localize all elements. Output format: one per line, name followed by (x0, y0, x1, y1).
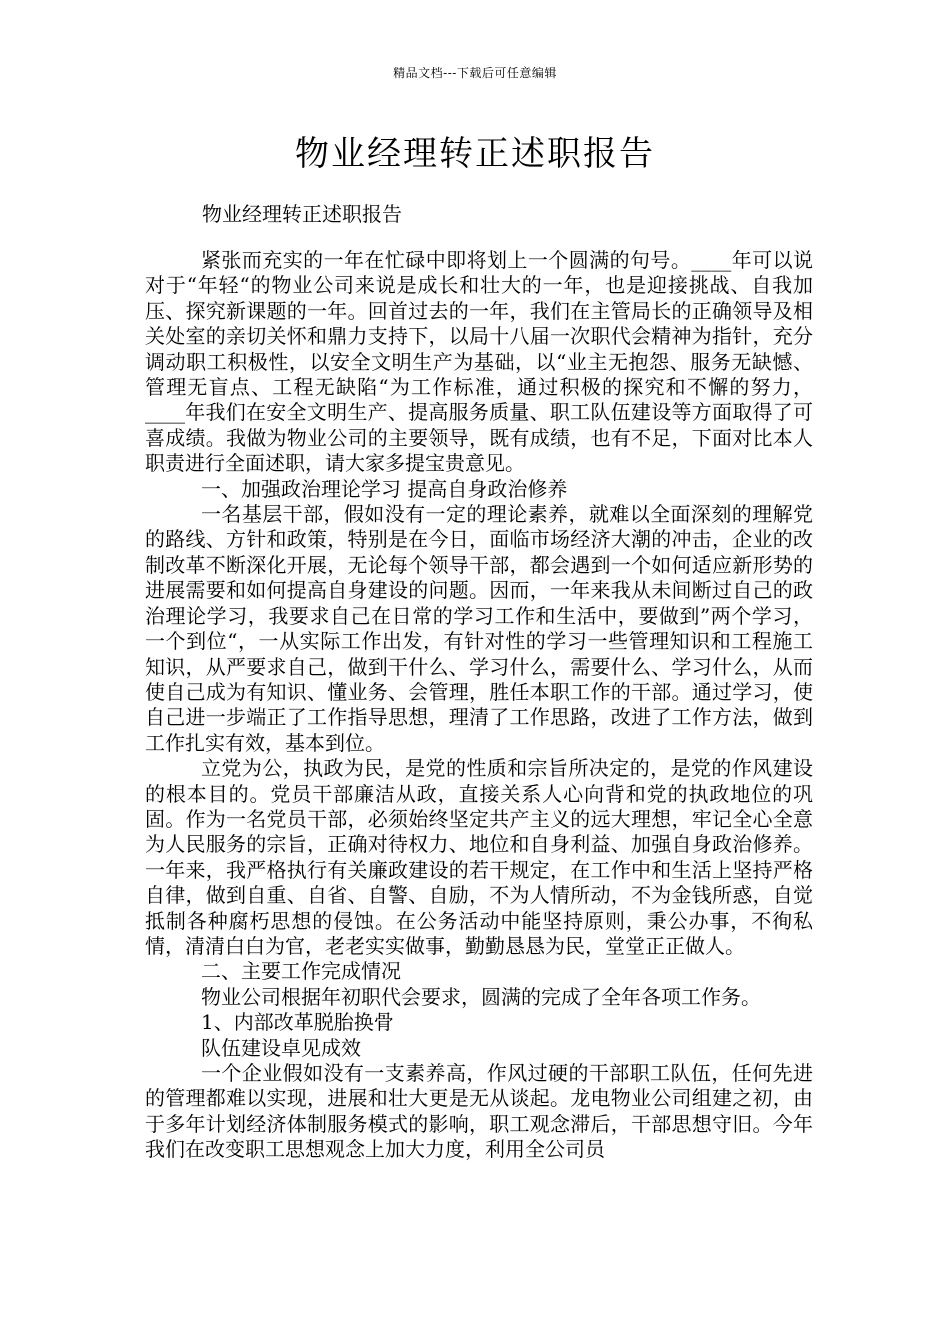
document-subtitle: 物业经理转正述职报告 (202, 202, 402, 226)
section-heading-2: 二、主要工作完成情况 (201, 959, 401, 984)
paragraph-integrity: 立党为公，执政为民，是党的性质和宗旨所决定的，是党的作风建设的根本目的。党员干部廉洁从政，直接关系人心向背和党的执政地位的巩固。作为一名党员干部，必须始终坚定共产主义的远大理想，牢记全心全意为人民服务的宗旨，正确对待权力、地位和自身利益、加强自身政治修养。一年来，我严格执行有关廉政建设的若干规定，在工作中和生活上坚持严格自律，做到自重、自省、自警、自励，不为人情所动，不为金钱所惑，自觉抵制各种腐朽思想的侵蚀。在公务活动中能坚持原则，秉公办事，不徇私情，清清白白为官，老老实实做事，勤勤恳恳为民，堂堂正正做人。 (145, 756, 813, 958)
subsection-heading-1: 1、内部改革脱胎换骨 (201, 1010, 394, 1035)
subsection-heading-1b: 队伍建设卓见成效 (201, 1035, 361, 1060)
paragraph-team: 一个企业假如没有一支素养高，作风过硬的干部职工队伍，任何先进的管理都难以实现，进展和壮大更是无从谈起。龙电物业公司组建之初，由于多年计划经济体制服务模式的影响，职工观念滞后，干部思想守旧。今年我们在改变职工思想观念上加大力度，利用全公司员 (145, 1061, 813, 1162)
paragraph-intro: 紧张而充实的一年在忙碌中即将划上一个圆满的句号。____年可以说对于“年轻“的物业公司来说是成长和壮大的一年，也是迎接挑战、自我加压、探究新课题的一年。回首过去的一年，我们在主管局长的正确领导及相关处室的亲切关怀和鼎力支持下，以局十八届一次职代会精神为指针，充分调动职工积极性，以安全文明生产为基础，以“业主无抱怨、服务无缺憾、管理无盲点、工程无缺陷“为工作标准，通过积极的探究和不懈的努力，____年我们在安全文明生产、提高服务质量、职工队伍建设等方面取得了可喜成绩。我做为物业公司的主要领导，既有成绩，也有不足，下面对比本人职责进行全面述职，请大家多提宝贵意见。 (145, 248, 813, 476)
header-note: 精品文档---下载后可任意编辑 (393, 66, 557, 80)
paragraph-study: 一名基层干部，假如没有一定的理论素养，就难以全面深刻的理解党的路线、方针和政策，特别是在今日，面临市场经济大潮的冲击，企业的改制改革不断深化开展，无论每个领导干部，都会遇到一个如何适应新形势的进展需要和如何提高自身建设的问题。因而，一年来我从未间断过自己的政治理论学习，我要求自己在日常的学习工作和生活中，要做到”两个学习，一个到位“，一从实际工作出发，有针对性的学习一些管理知识和工程施工知识，从严要求自己，做到干什么、学习什么，需要什么、学习什么，从而使自己成为有知识、懂业务、会管理，胜任本职工作的干部。通过学习，使自己进一步端正了工作指导思想，理清了工作思路，改进了工作方法，做到工作扎实有效，基本到位。 (145, 502, 813, 755)
document-body (145, 248, 813, 1163)
section-heading-1: 一、加强政治理论学习 提高自身政治修养 (201, 476, 568, 501)
document-title: 物业经理转正述职报告 (295, 134, 655, 174)
paragraph-summary: 物业公司根据年初职代会要求，圆满的完成了全年各项工作务。 (201, 984, 761, 1009)
